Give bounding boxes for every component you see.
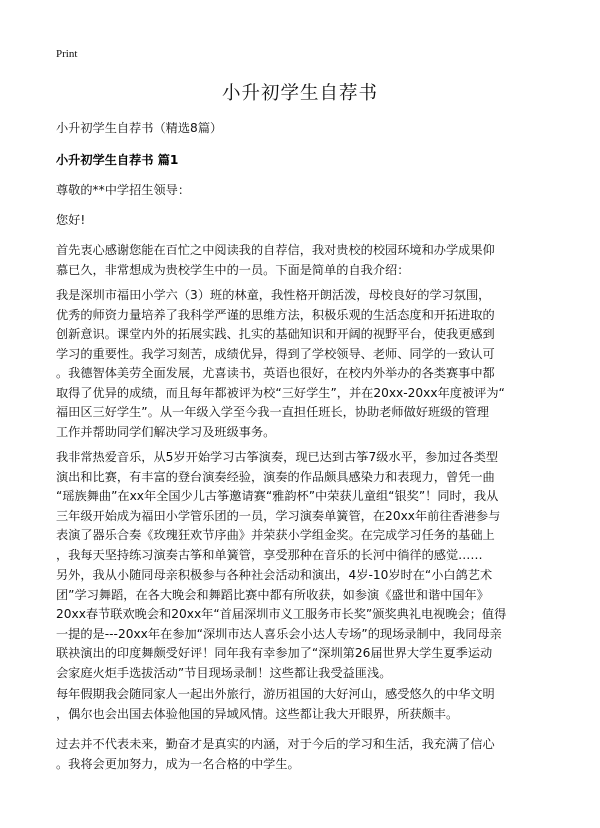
paragraph-line: 团”学习舞蹈，在各大晚会和舞蹈比赛中都有所收获，如参演《盛世和谐中国年》 — [56, 587, 489, 602]
paragraph-closing — [56, 735, 556, 774]
paragraph-intro — [56, 241, 556, 280]
paragraph-music — [56, 448, 556, 565]
paragraph-self-intro — [56, 286, 556, 442]
paragraph-line: “瑶族舞曲”在xx年全国少儿古筝邀请赛“雅韵杯”中荣获儿童组“银奖”！同时，我从 — [56, 489, 499, 503]
paragraph-line: 过去并不代表未来，勤奋才是真实的内涵，对于今后的学习和生活，我充满了信心 — [56, 737, 495, 751]
salutation: 尊敬的**中学招生领导： — [56, 183, 191, 197]
paragraph-line: 。我将会更加努力，成为一名合格的中学生。 — [56, 756, 300, 771]
paragraph-line: 表演了器乐合奏《玫瑰狂欢节序曲》并荣获小学组金奖。在完成学习任务的基础上 — [56, 528, 495, 542]
paragraph-line: 会家庭火炬手选拔活动”节目现场录制！这些都让我受益匪浅。 — [56, 665, 392, 680]
paragraph-line: 取得了优异的成绩，而且每年都被评为校“三好学生”，并在20xx-20xx年度被评为“ — [56, 385, 505, 400]
paragraph-line: 。我德智体美劳全面发展，尤喜读书，英语也很好，在校内外举办的各类赛事中都 — [56, 366, 495, 380]
paragraph-line: 我非常热爱音乐，从5岁开始学习古筝演奏，现已达到古筝7级水平，参加过各类型 — [56, 450, 499, 464]
greeting-line: 您好! — [56, 213, 86, 227]
paragraph-line: ，偶尔也会出国去体验他国的异域风情。这些都让我大开眼界，所获颇丰。 — [56, 706, 459, 721]
print-link[interactable]: Print — [56, 48, 78, 60]
section-heading: 小升初学生自荐书 篇1 — [56, 153, 179, 167]
paragraph-line: 福田区三好学生”。从一年级入学至今我一直担任班长，协助老师做好班级的管理 — [56, 405, 489, 419]
paragraph-line: 每年假期我会随同家人一起出外旅行，游历祖国的大好河山，感受悠久的中华文明 — [56, 687, 495, 701]
paragraph-line: 创新意识。课堂内外的拓展实践、扎实的基础知识和开阔的视野平台，使我更感到 — [56, 327, 495, 341]
paragraph-line: 一提的是---20xx年在参加“深圳市达人喜乐会小达人专场”的现场录制中，我同母亲 — [56, 626, 502, 641]
paragraph-line: 三年级开始成为福田小学管乐团的一员，学习演奏单簧管，在20xx年前往香港参与 — [56, 508, 501, 523]
paragraph-line: 优秀的师资力量培养了我科学严谨的思维方法，积极乐观的生活态度和开拓进取的 — [56, 307, 495, 322]
paragraph-travel — [56, 685, 556, 724]
paragraph-line: 首先衷心感谢您能在百忙之中阅读我的自荐信，我对贵校的校园环境和办学成果仰 — [56, 243, 495, 257]
paragraph-line: 20xx春节联欢晚会和20xx年“首届深圳市义工服务市长奖”颁奖典礼电视晚会；值得 — [56, 607, 507, 621]
paragraph-line: ，我每天坚持练习演奏古筝和单簧管，享受那种在音乐的长河中徜徉的感觉…… — [56, 547, 483, 562]
paragraph-line: 演出和比赛，有丰富的登台演奏经验，演奏的作品颇具感染力和表现力，曾凭一曲 — [56, 469, 495, 484]
paragraph-line: 另外，我从小随同母亲积极参与各种社会活动和演出，4岁-10岁时在“小白鸽艺术 — [56, 568, 493, 582]
paragraph-line: 我是深圳市福田小学六（3）班的林童，我性格开朗活泼，母校良好的学习氛围， — [56, 288, 491, 302]
page-title: 小升初学生自荐书 — [221, 83, 378, 104]
document-subtitle: 小升初学生自荐书（精选8篇） — [56, 121, 223, 135]
paragraph-activities — [56, 566, 556, 683]
paragraph-line: 工作并帮助同学们解决学习及班级事务。 — [56, 424, 276, 439]
paragraph-line: 联袂演出的印度舞颇受好评！同年我有幸参加了“深圳第26届世界大学生夏季运动 — [56, 646, 493, 660]
paragraph-line: 慕已久，非常想成为贵校学生中的一员。下面是简单的自我介绍： — [56, 262, 410, 277]
paragraph-line: 学习的重要性。我学习刻苦，成绩优异，得到了学校领导、老师、同学的一致认可 — [56, 346, 495, 361]
